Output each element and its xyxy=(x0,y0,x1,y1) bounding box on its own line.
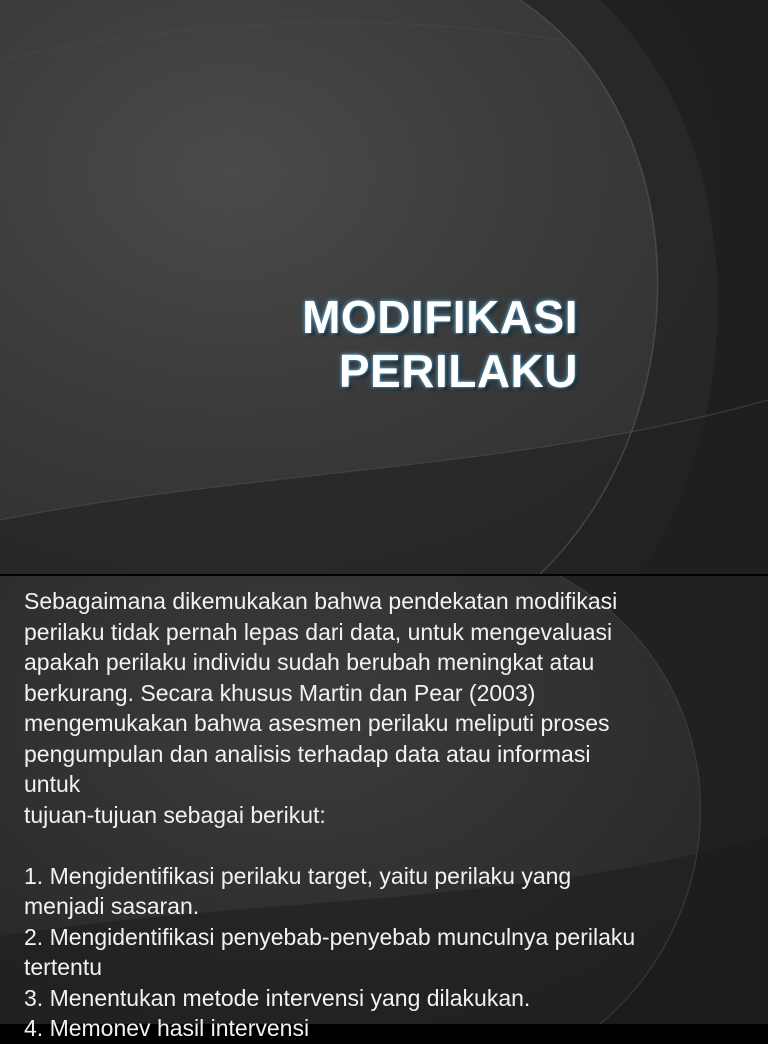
content-slide xyxy=(0,576,768,1041)
content-paragraph: Sebagaimana dikemukakan bahwa pendekatan modifikasi perilaku tidak pernah lepas dari data, untuk mengevaluasi apakah perilaku individu sudah berubah meningkat atau berkurang. Secara khusus Martin dan Pear (2003) mengemukakan bahwa asesmen perilaku meliputi proses pengumpulan dan analisis terhadap data atau informasi untuk tujuan-tujuan sebagai berikut: 1. Mengidentifikasi perilaku target, yaitu perilaku yang menjadi sasaran. 2. Mengidentifikasi penyebab-penyebab munculnya perilaku tertentu 3. Menentukan metode intervensi yang dilakukan. 4. Memonev hasil intervensi xyxy=(24,588,636,1041)
title-line-2: PERILAKU xyxy=(338,345,578,397)
slide-title xyxy=(302,290,578,398)
title-line-1: MODIFIKASI xyxy=(302,291,578,343)
